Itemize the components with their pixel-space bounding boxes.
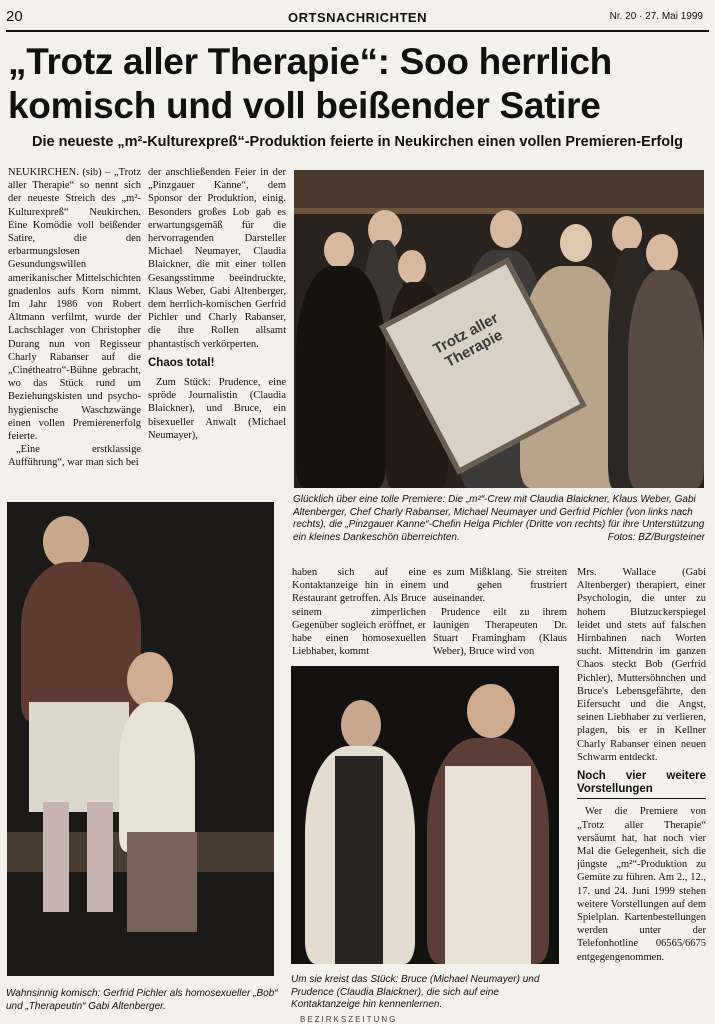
headline bbox=[8, 40, 707, 128]
footer-masthead: BEZIRKSZEITUNG bbox=[300, 1015, 398, 1024]
paragraph: der anschließenden Feier in der „Pinzgauer Kanne“, dem Sponsor der Produktion, einig. Besonders großes Lob gab es erwartungsgemäß für die hervorragenden Darsteller Michael Neumayer, Claudia Blaickner, die mit einer tollen Gesangsstimme beeindruckte, Klaus Weber, Gabi Altenberger, dem herrlich-komischen Gerfrid Pichler und Charly Rabanser, die ihre Rollen allsamt phantastisch verkörperten. bbox=[148, 167, 286, 350]
section-heading-chaos: Chaos total! bbox=[148, 356, 215, 369]
paragraph: NEUKIRCHEN. (sib) – „Trotz aller Therapie“ so nennt sich der neueste Streich des „m²-Kulturexpreß“ Neukirchen. Eine Komödie voll beißender Satire, die den erbarmungslosen Gesundungswillen amerikanischer Mittelschichten gnadenlos aufs Korn nimmt. Im Jahr 1986 von Robert Altmann verfilmt, wurde der Lachschlager von Christopher Durang nun von Regisseur Charly Rabanser auf die „Cinétheatro“-Bühne gebracht, wo das Stück rund um Beziehungskisten und psycho-hygienische Waschzwänge einen vollen Premierenerfolg feierte. bbox=[8, 167, 141, 443]
paragraph: haben sich auf eine Kontaktanzeige hin in einem Restaurant getroffen. Als Bruce seinem zimperlichen Gegenüber sogleich eröffnet, er habe einen homosexuellen Liebhaber, kommt bbox=[292, 567, 426, 658]
paragraph: Zum Stück: Prudence, eine spröde Journalistin (Claudia Blaickner), und Bruce, ein bisexueller Anwalt (Michael Neumayer), bbox=[148, 377, 286, 441]
section-title: ORTSNACHRICHTEN bbox=[288, 10, 427, 25]
stage-photo-bruce-prudence bbox=[291, 666, 559, 964]
bottom-photo-caption: Um sie kreist das Stück: Bruce (Michael Neumayer) und Prudence (Claudia Blaickner), die sich auf eine Kontaktanzeige hin kennenlernen. bbox=[291, 974, 540, 1010]
headline-line-2: komisch und voll beißender Satire bbox=[8, 85, 601, 126]
stage-photo-caption: Wahnsinnig komisch: Gerfrid Pichler als homosexueller „Bob“ und „Therapeutin“ Gabi Altenberger. bbox=[6, 988, 278, 1012]
paragraph: es zum Mißklang. Sie streiten und gehen frustriert auseinander. bbox=[433, 567, 567, 605]
article-column-5 bbox=[577, 566, 706, 1018]
header-rule bbox=[6, 30, 709, 32]
paragraph: „Eine erstklassige Aufführung“, war man sich bei bbox=[8, 444, 141, 469]
section-heading-vorstellungen: Noch vier weitere Vorstellungen bbox=[577, 770, 706, 799]
article-column-4 bbox=[433, 566, 567, 664]
page-header bbox=[6, 6, 709, 28]
page-number: 20 bbox=[6, 8, 23, 25]
paragraph: Mrs. Wallace (Gabi Altenberger) therapiert, einer Psychologin, die unter zu hohem Blutzuckerspiegel leidet und stets auf falschen Hirnbahnen nach Worten sucht. Mittendrin im ganzen Chaos steckt Bob (Gerfrid Pichler), Muttersöhnchen und Bruce's Lebensgefährte, den Eifersucht und die Angst, seinen Liebhaber zu verlieren, plagen, bis er in Kellner Charly Rabanser einen neuen Schwarm entdeckt. bbox=[577, 567, 706, 763]
issue-date: Nr. 20 · 27. Mai 1999 bbox=[609, 11, 703, 22]
caption-text: Glücklich über eine tolle Premiere: Die „m²“-Crew mit Claudia Blaickner, Klaus Weber, Gabi Altenberger, Chef Charly Rabanser, Michael Neumayer und Gerfrid Pichler (von links nach rechts), die „Pinzgauer Kanne“-Chefin Helga Pichler (Dritte von rechts) für ihre Unterstützung ein kleines Dankeschön überreichten. bbox=[293, 494, 705, 543]
paragraph: Prudence eilt zu ihrem launigen Therapeuten Dr. Stuart Framingham (Klaus Weber), Bruce wird von bbox=[433, 606, 567, 658]
article-column-2 bbox=[148, 166, 286, 496]
article-column-1 bbox=[8, 166, 141, 494]
photo-credit: Fotos: BZ/Burgsteiner bbox=[607, 531, 705, 543]
poster-title: Trotz aller Therapie bbox=[430, 309, 506, 371]
paragraph: Wer die Premiere von „Trotz aller Therapie“ versäumt hat, hat noch vier Mal die Gelegenheit, sich die jüngste „m²“-Produktion zu Gemüte zu führen. Am 2., 12., 17. und 24. Juni 1999 stehen weitere Vorstellungen auf dem Spielplan. Kartenbestellungen werden unter der Telefonhotline 06565/6675 entgegengenommen. bbox=[577, 806, 706, 963]
article-column-3 bbox=[292, 566, 426, 664]
group-photo bbox=[294, 170, 704, 488]
stage-photo-bob-therapeutin bbox=[7, 502, 274, 976]
subheadline: Die neueste „m²-Kulturexpreß“-Produktion feierte in Neukirchen einen vollen Premieren-Erfolg bbox=[31, 134, 684, 150]
group-photo-caption bbox=[293, 494, 705, 554]
headline-line-1: „Trotz aller Therapie“: Soo herrlich bbox=[8, 41, 612, 82]
